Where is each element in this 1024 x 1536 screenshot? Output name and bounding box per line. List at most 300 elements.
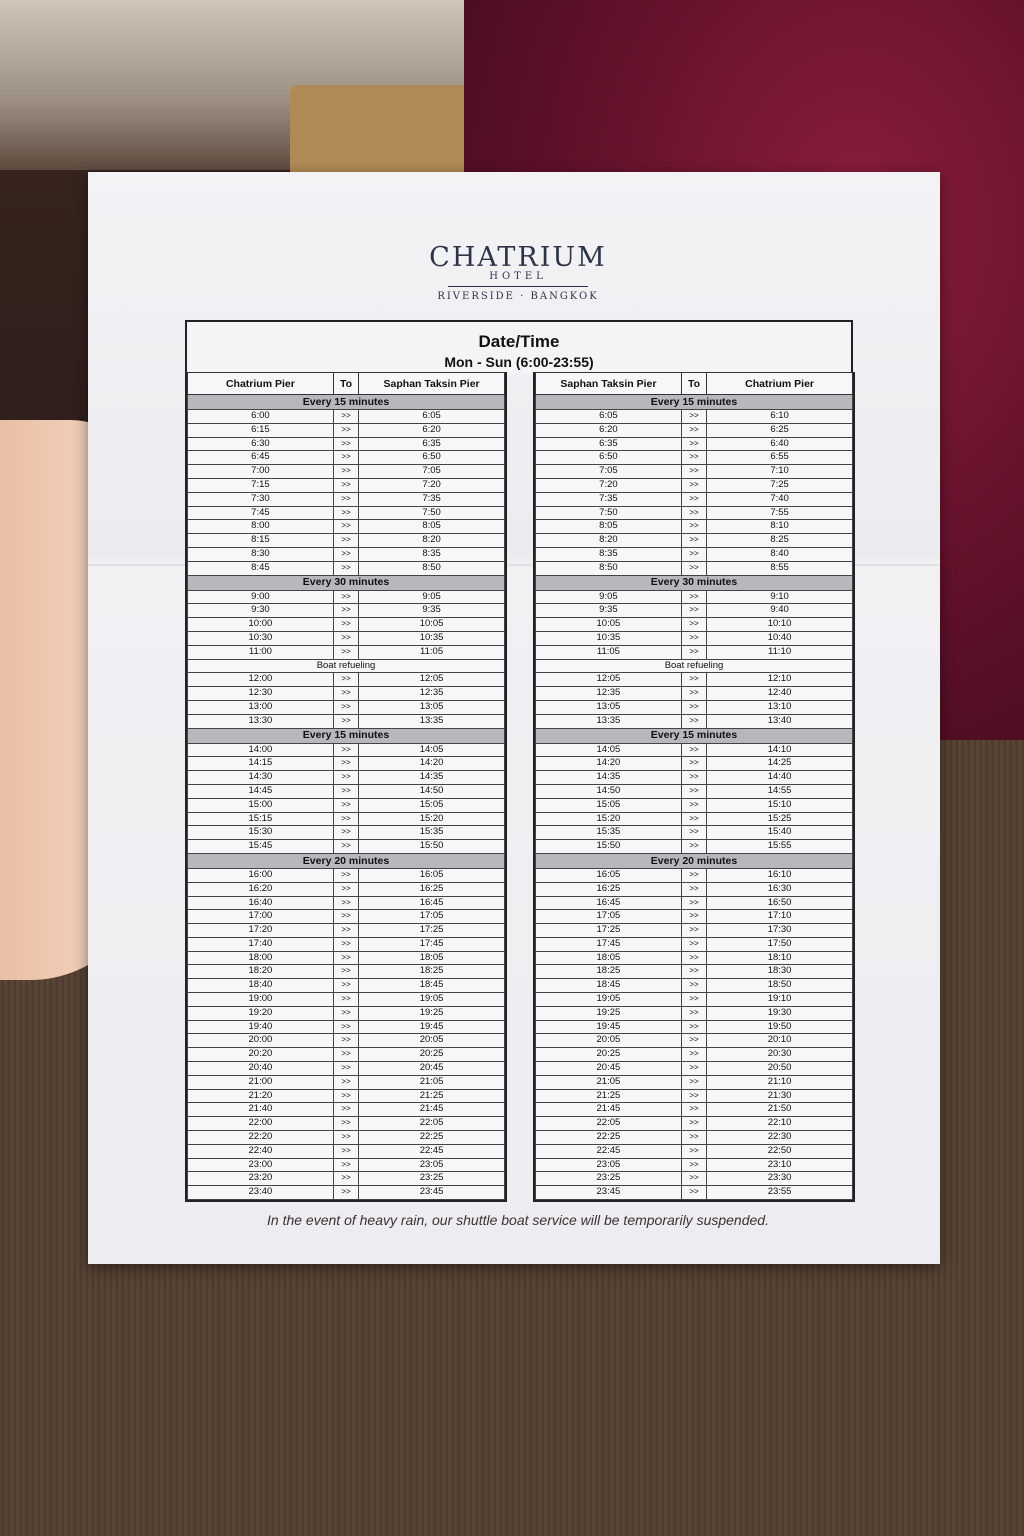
arrow-cell: >> (333, 534, 358, 548)
arrival-time: 19:05 (359, 993, 505, 1007)
departure-time: 15:30 (188, 826, 334, 840)
departure-time: 12:35 (536, 687, 682, 701)
table-row (536, 826, 853, 840)
table-row (536, 1034, 853, 1048)
arrow-cell: >> (681, 700, 706, 714)
arrival-time: 7:05 (359, 465, 505, 479)
departure-time: 6:50 (536, 451, 682, 465)
table-row (188, 700, 505, 714)
arrival-time: 12:05 (359, 673, 505, 687)
arrow-cell: >> (681, 1158, 706, 1172)
table-row (536, 465, 853, 479)
arrow-cell: >> (681, 673, 706, 687)
departure-time: 21:25 (536, 1089, 682, 1103)
frequency-label: Every 15 minutes (188, 395, 505, 410)
departure-time: 17:00 (188, 910, 334, 924)
frequency-header (188, 728, 505, 743)
table-row (188, 868, 505, 882)
departure-time: 18:40 (188, 979, 334, 993)
table-row (188, 506, 505, 520)
arrow-cell: >> (333, 1075, 358, 1089)
left-col-dest: Saphan Taksin Pier (359, 373, 505, 395)
arrival-time: 14:25 (707, 757, 853, 771)
departure-time: 22:25 (536, 1131, 682, 1145)
arrow-cell: >> (681, 465, 706, 479)
table-row (536, 965, 853, 979)
arrival-time: 17:45 (359, 937, 505, 951)
left-col-from: Chatrium Pier (188, 373, 334, 395)
departure-time: 16:05 (536, 868, 682, 882)
arrival-time: 9:35 (359, 604, 505, 618)
arrow-cell: >> (333, 1172, 358, 1186)
arrow-cell: >> (681, 1075, 706, 1089)
arrow-cell: >> (333, 492, 358, 506)
departure-time: 6:15 (188, 423, 334, 437)
table-row (536, 1131, 853, 1145)
arrow-cell: >> (681, 687, 706, 701)
arrival-time: 8:40 (707, 547, 853, 561)
table-row (536, 561, 853, 575)
arrow-cell: >> (681, 896, 706, 910)
arrow-cell: >> (333, 604, 358, 618)
schedule-right-table (533, 372, 855, 1202)
table-row (188, 520, 505, 534)
arrival-time: 15:55 (707, 840, 853, 854)
arrival-time: 8:25 (707, 534, 853, 548)
table-row (188, 714, 505, 728)
departure-time: 19:20 (188, 1006, 334, 1020)
arrival-time: 19:10 (707, 993, 853, 1007)
arrival-time: 23:30 (707, 1172, 853, 1186)
departure-time: 6:45 (188, 451, 334, 465)
table-row (188, 757, 505, 771)
departure-time: 9:05 (536, 590, 682, 604)
arrival-time: 15:10 (707, 798, 853, 812)
arrow-cell: >> (681, 645, 706, 659)
departure-time: 8:45 (188, 561, 334, 575)
departure-time: 18:45 (536, 979, 682, 993)
arrow-cell: >> (333, 840, 358, 854)
table-row (536, 937, 853, 951)
departure-time: 19:45 (536, 1020, 682, 1034)
arrival-time: 6:40 (707, 437, 853, 451)
departure-time: 18:20 (188, 965, 334, 979)
logo-name: CHATRIUM (429, 242, 607, 273)
frequency-label: Every 15 minutes (536, 395, 853, 410)
logo-subtitle: HOTEL (489, 271, 547, 282)
departure-time: 13:30 (188, 714, 334, 728)
schedule-header (185, 320, 853, 374)
table-row (536, 437, 853, 451)
arrow-cell: >> (333, 618, 358, 632)
arrow-cell: >> (681, 618, 706, 632)
arrow-cell: >> (681, 1144, 706, 1158)
arrival-time: 10:05 (359, 618, 505, 632)
arrow-cell: >> (333, 757, 358, 771)
departure-time: 13:00 (188, 700, 334, 714)
table-row (536, 423, 853, 437)
departure-time: 8:35 (536, 547, 682, 561)
arrival-time: 14:35 (359, 771, 505, 785)
departure-time: 8:15 (188, 534, 334, 548)
arrival-time: 12:40 (707, 687, 853, 701)
arrival-time: 13:10 (707, 700, 853, 714)
arrival-time: 10:35 (359, 631, 505, 645)
arrow-cell: >> (333, 937, 358, 951)
departure-time: 21:00 (188, 1075, 334, 1089)
arrow-cell: >> (681, 1117, 706, 1131)
logo-divider (448, 286, 588, 287)
frequency-header (536, 728, 853, 743)
arrow-cell: >> (681, 771, 706, 785)
departure-time: 14:20 (536, 757, 682, 771)
arrow-cell: >> (333, 993, 358, 1007)
table-row (188, 410, 505, 424)
arrow-cell: >> (333, 965, 358, 979)
table-row (188, 1006, 505, 1020)
table-row (188, 951, 505, 965)
departure-time: 8:50 (536, 561, 682, 575)
table-row (188, 1075, 505, 1089)
table-row (188, 1103, 505, 1117)
departure-time: 18:25 (536, 965, 682, 979)
arrival-time: 15:20 (359, 812, 505, 826)
table-row (536, 451, 853, 465)
arrow-cell: >> (681, 951, 706, 965)
departure-time: 23:05 (536, 1158, 682, 1172)
arrival-time: 11:10 (707, 645, 853, 659)
table-row (188, 1117, 505, 1131)
arrow-cell: >> (333, 743, 358, 757)
table-row (536, 812, 853, 826)
arrival-time: 15:35 (359, 826, 505, 840)
departure-time: 14:30 (188, 771, 334, 785)
departure-time: 15:20 (536, 812, 682, 826)
arrow-cell: >> (681, 882, 706, 896)
arrow-cell: >> (333, 784, 358, 798)
arrival-time: 12:10 (707, 673, 853, 687)
frequency-header (536, 575, 853, 590)
logo-location: RIVERSIDE · BANGKOK (437, 291, 599, 302)
table-row (188, 826, 505, 840)
table-row (188, 924, 505, 938)
arrival-time: 18:45 (359, 979, 505, 993)
arrival-time: 6:25 (707, 423, 853, 437)
departure-time: 15:35 (536, 826, 682, 840)
departure-time: 14:50 (536, 784, 682, 798)
table-row (188, 1172, 505, 1186)
arrow-cell: >> (333, 1062, 358, 1076)
arrow-cell: >> (333, 437, 358, 451)
arrow-cell: >> (681, 910, 706, 924)
arrow-cell: >> (681, 1131, 706, 1145)
departure-time: 15:45 (188, 840, 334, 854)
arrival-time: 14:20 (359, 757, 505, 771)
departure-time: 23:45 (536, 1186, 682, 1200)
table-row (188, 743, 505, 757)
arrival-time: 8:05 (359, 520, 505, 534)
arrow-cell: >> (681, 840, 706, 854)
departure-time: 13:35 (536, 714, 682, 728)
schedule-left-table (185, 372, 507, 1202)
frequency-header (188, 575, 505, 590)
departure-time: 7:45 (188, 506, 334, 520)
arrow-cell: >> (333, 1006, 358, 1020)
table-row (188, 687, 505, 701)
arrival-time: 22:30 (707, 1131, 853, 1145)
departure-time: 15:50 (536, 840, 682, 854)
arrow-cell: >> (681, 520, 706, 534)
rain-notice: In the event of heavy rain, our shuttle boat service will be temporarily suspended. (267, 1212, 769, 1228)
arrival-time: 19:25 (359, 1006, 505, 1020)
departure-time: 7:30 (188, 492, 334, 506)
table-row (536, 687, 853, 701)
departure-time: 15:00 (188, 798, 334, 812)
left-col-to: To (333, 373, 358, 395)
arrow-cell: >> (681, 1062, 706, 1076)
table-row (536, 868, 853, 882)
refuel-note (188, 659, 505, 673)
departure-time: 20:45 (536, 1062, 682, 1076)
arrow-cell: >> (333, 1020, 358, 1034)
table-row (536, 798, 853, 812)
table-row (536, 590, 853, 604)
right-col-to: To (681, 373, 706, 395)
arrow-cell: >> (333, 506, 358, 520)
arrow-cell: >> (333, 798, 358, 812)
arrow-cell: >> (333, 951, 358, 965)
arrival-time: 13:35 (359, 714, 505, 728)
arrow-cell: >> (681, 826, 706, 840)
arrival-time: 20:25 (359, 1048, 505, 1062)
departure-time: 16:00 (188, 868, 334, 882)
refuel-note (536, 659, 853, 673)
arrival-time: 8:35 (359, 547, 505, 561)
arrow-cell: >> (681, 631, 706, 645)
arrival-time: 7:20 (359, 478, 505, 492)
departure-time: 16:25 (536, 882, 682, 896)
departure-time: 18:00 (188, 951, 334, 965)
departure-time: 7:15 (188, 478, 334, 492)
table-row (188, 979, 505, 993)
table-row (536, 924, 853, 938)
table-row (188, 465, 505, 479)
departure-time: 16:40 (188, 896, 334, 910)
arrival-time: 10:10 (707, 618, 853, 632)
departure-time: 11:05 (536, 645, 682, 659)
arrival-time: 20:10 (707, 1034, 853, 1048)
table-row (188, 1034, 505, 1048)
arrow-cell: >> (333, 1131, 358, 1145)
departure-time: 14:45 (188, 784, 334, 798)
table-row (536, 743, 853, 757)
arrival-time: 15:05 (359, 798, 505, 812)
arrow-cell: >> (333, 1158, 358, 1172)
schedule-sheet (88, 172, 940, 1264)
departure-time: 19:40 (188, 1020, 334, 1034)
departure-time: 8:05 (536, 520, 682, 534)
table-row (188, 618, 505, 632)
table-row (188, 561, 505, 575)
arrival-time: 18:30 (707, 965, 853, 979)
arrival-time: 14:10 (707, 743, 853, 757)
arrow-cell: >> (333, 1103, 358, 1117)
left-table-body (188, 395, 505, 1200)
table-row (536, 492, 853, 506)
arrival-time: 22:25 (359, 1131, 505, 1145)
table-row (536, 534, 853, 548)
arrival-time: 9:05 (359, 590, 505, 604)
arrival-time: 21:25 (359, 1089, 505, 1103)
schedule-days: Mon - Sun (6:00-23:55) (444, 354, 594, 370)
arrow-cell: >> (333, 673, 358, 687)
departure-time: 6:20 (536, 423, 682, 437)
arrival-time: 8:50 (359, 561, 505, 575)
arrival-time: 23:05 (359, 1158, 505, 1172)
departure-time: 17:40 (188, 937, 334, 951)
table-row (536, 700, 853, 714)
table-row (188, 896, 505, 910)
departure-time: 6:00 (188, 410, 334, 424)
table-row (188, 937, 505, 951)
departure-time: 14:00 (188, 743, 334, 757)
table-row (536, 478, 853, 492)
arrival-time: 9:10 (707, 590, 853, 604)
arrival-time: 23:25 (359, 1172, 505, 1186)
table-row (188, 1158, 505, 1172)
table-row (188, 673, 505, 687)
departure-time: 20:05 (536, 1034, 682, 1048)
arrival-time: 19:50 (707, 1020, 853, 1034)
arrow-cell: >> (333, 882, 358, 896)
arrival-time: 23:10 (707, 1158, 853, 1172)
arrow-cell: >> (681, 924, 706, 938)
arrival-time: 15:50 (359, 840, 505, 854)
table-row (536, 1103, 853, 1117)
arrival-time: 19:45 (359, 1020, 505, 1034)
departure-time: 6:30 (188, 437, 334, 451)
departure-time: 9:00 (188, 590, 334, 604)
arrow-cell: >> (681, 534, 706, 548)
arrow-cell: >> (681, 547, 706, 561)
table-row (536, 618, 853, 632)
arrival-time: 15:25 (707, 812, 853, 826)
arrival-time: 6:10 (707, 410, 853, 424)
arrow-cell: >> (681, 937, 706, 951)
arrow-cell: >> (333, 896, 358, 910)
arrival-time: 20:45 (359, 1062, 505, 1076)
table-row (188, 547, 505, 561)
arrow-cell: >> (333, 520, 358, 534)
arrival-time: 8:10 (707, 520, 853, 534)
arrow-cell: >> (681, 478, 706, 492)
departure-time: 7:35 (536, 492, 682, 506)
arrow-cell: >> (681, 812, 706, 826)
table-row (188, 993, 505, 1007)
arrival-time: 13:05 (359, 700, 505, 714)
arrival-time: 22:50 (707, 1144, 853, 1158)
arrival-time: 7:50 (359, 506, 505, 520)
arrow-cell: >> (333, 631, 358, 645)
arrow-cell: >> (333, 465, 358, 479)
arrow-cell: >> (681, 784, 706, 798)
departure-time: 14:05 (536, 743, 682, 757)
table-row (536, 1048, 853, 1062)
arrow-cell: >> (333, 1186, 358, 1200)
table-row (188, 1131, 505, 1145)
arrival-time: 19:30 (707, 1006, 853, 1020)
arrow-cell: >> (681, 492, 706, 506)
departure-time: 12:30 (188, 687, 334, 701)
table-row (536, 1144, 853, 1158)
departure-time: 18:05 (536, 951, 682, 965)
arrival-time: 17:10 (707, 910, 853, 924)
arrow-cell: >> (681, 993, 706, 1007)
arrival-time: 16:50 (707, 896, 853, 910)
frequency-header (536, 395, 853, 410)
table-row (188, 492, 505, 506)
departure-time: 22:05 (536, 1117, 682, 1131)
refuel-label: Boat refueling (536, 659, 853, 673)
arrow-cell: >> (681, 965, 706, 979)
departure-time: 20:40 (188, 1062, 334, 1076)
table-row (188, 604, 505, 618)
table-row (188, 451, 505, 465)
table-row (188, 590, 505, 604)
arrival-time: 6:05 (359, 410, 505, 424)
arrival-time: 7:55 (707, 506, 853, 520)
schedule-title: Date/Time (478, 332, 560, 351)
table-row (536, 979, 853, 993)
departure-time: 22:45 (536, 1144, 682, 1158)
table-row (536, 645, 853, 659)
arrival-time: 6:35 (359, 437, 505, 451)
arrival-time: 14:50 (359, 784, 505, 798)
table-row (188, 882, 505, 896)
frequency-label: Every 15 minutes (536, 728, 853, 743)
arrow-cell: >> (333, 700, 358, 714)
departure-time: 23:20 (188, 1172, 334, 1186)
table-row (536, 1172, 853, 1186)
arrival-time: 7:35 (359, 492, 505, 506)
arrow-cell: >> (333, 771, 358, 785)
departure-time: 12:00 (188, 673, 334, 687)
arrow-cell: >> (681, 604, 706, 618)
frequency-header (188, 395, 505, 410)
arrival-time: 18:50 (707, 979, 853, 993)
departure-time: 10:00 (188, 618, 334, 632)
arrival-time: 12:35 (359, 687, 505, 701)
table-row (536, 771, 853, 785)
arrival-time: 17:05 (359, 910, 505, 924)
arrow-cell: >> (681, 798, 706, 812)
departure-time: 21:40 (188, 1103, 334, 1117)
table-row (536, 993, 853, 1007)
table-row (536, 1020, 853, 1034)
frequency-label: Every 30 minutes (188, 575, 505, 590)
arrival-time: 7:25 (707, 478, 853, 492)
arrow-cell: >> (333, 687, 358, 701)
arrow-cell: >> (333, 1048, 358, 1062)
arrival-time: 18:25 (359, 965, 505, 979)
arrival-time: 21:50 (707, 1103, 853, 1117)
arrow-cell: >> (681, 757, 706, 771)
arrow-cell: >> (333, 451, 358, 465)
arrival-time: 20:50 (707, 1062, 853, 1076)
right-col-dest: Chatrium Pier (707, 373, 853, 395)
table-row (536, 520, 853, 534)
departure-time: 9:35 (536, 604, 682, 618)
